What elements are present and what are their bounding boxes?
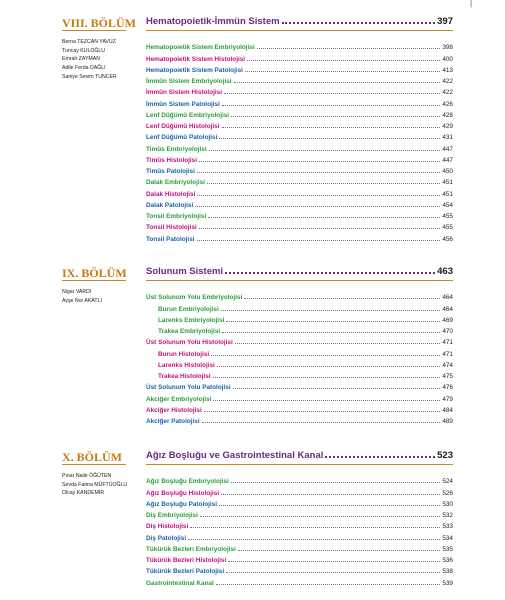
leader-dots <box>231 116 440 117</box>
toc-entry[interactable] <box>146 391 453 402</box>
entry-title: Larenks Histolojisi <box>158 361 215 369</box>
entry-list <box>146 474 453 587</box>
entry-title: Timüs Histolojisi <box>146 156 198 164</box>
leader-dots <box>228 561 440 562</box>
entry-title: Burun Embriyolojisi <box>158 305 219 313</box>
leader-dots <box>233 388 441 389</box>
entry-page: 426 <box>442 100 453 108</box>
entry-title: Lenf Düğümü Patolojisi <box>146 134 218 142</box>
entry-title: Hematopoietik Sistem Histolojisi <box>146 55 246 63</box>
leader-dots <box>207 183 440 184</box>
entry-page: 539 <box>442 579 453 587</box>
leader-dots <box>325 456 435 458</box>
toc-entry[interactable] <box>146 164 453 175</box>
leader-dots <box>217 366 441 367</box>
section-title: Ağız Boşluğu ve Gastrointestinal Kanal <box>146 450 324 461</box>
entry-title: Larenks Embriyolojisi <box>158 316 225 324</box>
toc-entry[interactable] <box>146 530 453 541</box>
entry-title: Gastrointestinal Kanal <box>146 579 214 587</box>
leader-dots <box>245 71 440 72</box>
section-page: 463 <box>437 266 453 277</box>
toc-entry[interactable] <box>146 290 453 301</box>
entry-title: Hematopoietik Sistem Patolojisi <box>146 66 243 74</box>
page-corner-mark: | <box>470 0 473 8</box>
entry-page: 454 <box>442 201 453 209</box>
leader-dots <box>190 527 440 528</box>
leader-dots <box>224 93 440 94</box>
section-title-row[interactable] <box>146 16 453 27</box>
toc-entry[interactable] <box>146 74 453 85</box>
entry-title: Akciğer Histolojisi <box>146 406 202 414</box>
toc-entry[interactable] <box>146 175 453 186</box>
entry-list <box>146 290 453 425</box>
toc-entry[interactable] <box>146 403 453 414</box>
leader-dots <box>208 217 440 218</box>
entry-page: 526 <box>442 489 453 497</box>
entry-page: 524 <box>442 478 453 486</box>
toc-entry[interactable] <box>146 380 453 391</box>
entry-page: 530 <box>442 500 453 508</box>
leader-dots <box>235 343 441 344</box>
entry-page: 398 <box>442 44 453 52</box>
entry-page: 474 <box>442 361 453 369</box>
leader-dots <box>219 505 440 506</box>
entry-page: 484 <box>442 406 453 414</box>
entry-title: Üst Solunum Yolu Patolojisi <box>146 384 231 392</box>
toc-entry[interactable] <box>146 564 453 575</box>
leader-dots <box>222 105 440 106</box>
author-name: Nigar VARDI <box>62 289 92 295</box>
toc-entry[interactable] <box>146 485 453 496</box>
entry-page: 428 <box>442 111 453 119</box>
leader-dots <box>197 240 441 241</box>
entry-page: 456 <box>442 235 453 243</box>
section-rule-right <box>146 280 453 281</box>
entry-page: 450 <box>442 168 453 175</box>
toc-entry[interactable] <box>146 198 453 209</box>
toc-entry[interactable] <box>146 130 453 141</box>
entry-title: Üst Solunum Yolu Histolojisi <box>146 339 233 347</box>
leader-dots <box>213 377 441 378</box>
toc-entry[interactable] <box>146 119 453 130</box>
author-name: Adile Ferda DAĞLI <box>62 65 106 72</box>
toc-entry[interactable] <box>146 497 453 508</box>
entry-list <box>146 40 453 243</box>
author-name: Ayşe Nur AKATLI <box>62 297 102 304</box>
leader-dots <box>282 22 436 24</box>
toc-entry[interactable] <box>146 40 453 51</box>
toc-entry[interactable] <box>146 231 453 242</box>
section-label: VIII. BÖLÜM <box>62 16 137 30</box>
entry-title: Timüs Patolojisi <box>146 168 195 175</box>
leader-dots <box>257 48 441 49</box>
toc-entry[interactable] <box>146 346 453 357</box>
section-rule-right <box>146 30 453 31</box>
entry-page: 479 <box>442 395 453 403</box>
entry-page: 471 <box>442 339 453 347</box>
toc-entry[interactable] <box>146 301 453 312</box>
entry-title: Ağız Boşluğu Embriyolojisi <box>146 478 229 486</box>
entry-page: 413 <box>442 66 453 74</box>
section-rule-left <box>62 30 126 31</box>
entry-title: Diş Embriyolojisi <box>146 512 198 519</box>
author-name: Berna TEZCAN YAVUZ <box>62 39 116 45</box>
entry-page: 447 <box>442 156 453 164</box>
leader-dots <box>197 172 440 173</box>
toc-entry[interactable] <box>146 335 453 346</box>
entry-page: 400 <box>442 55 453 63</box>
leader-dots <box>234 82 441 83</box>
entry-page: 471 <box>442 350 453 358</box>
toc-entry[interactable] <box>146 209 453 220</box>
entry-title: Lenf Düğümü Histolojisi <box>146 123 220 130</box>
toc-entry[interactable] <box>146 369 453 380</box>
entry-title: Akciğer Embriyolojisi <box>146 395 212 403</box>
entry-title: Diş Histolojisi <box>146 523 189 531</box>
entry-title: Dalak Histolojisi <box>146 190 196 198</box>
leader-dots <box>247 60 440 61</box>
leader-dots <box>188 539 440 540</box>
entry-title: Ağız Boşluğu Patolojisi <box>146 500 218 508</box>
entry-title: Trakea Histolojisi <box>158 373 211 380</box>
toc-entry[interactable] <box>146 519 453 530</box>
entry-page: 533 <box>442 523 453 531</box>
author-name: Emrah ZAYMAN <box>62 56 100 63</box>
toc-entry[interactable] <box>146 542 453 553</box>
entry-title: Tonsil Patolojisi <box>146 235 195 243</box>
section-rule-left <box>62 464 126 465</box>
toc-entry[interactable] <box>146 153 453 164</box>
entry-page: 464 <box>442 305 453 313</box>
entry-page: 422 <box>442 89 453 97</box>
toc-entry[interactable] <box>146 474 453 485</box>
toc-entry[interactable] <box>146 186 453 197</box>
leader-dots <box>204 411 441 412</box>
toc-entry[interactable] <box>146 108 453 119</box>
toc-entry[interactable] <box>146 313 453 324</box>
entry-title: Hematopoietik Sistem Embriyolojisi <box>146 44 255 52</box>
entry-page: 534 <box>442 534 453 542</box>
toc-entry[interactable] <box>146 508 453 519</box>
entry-title: İmmün Sistem Embriyolojisi <box>146 78 232 85</box>
toc-entry[interactable] <box>146 220 453 231</box>
author-name: Saniye Sevim TUNCER <box>62 73 117 80</box>
entry-title: İmmün Sistem Histolojisi <box>146 89 222 97</box>
section-title-row[interactable] <box>146 266 453 277</box>
entry-title: Akciğer Patolojisi <box>146 418 200 425</box>
toc-entry[interactable] <box>146 96 453 107</box>
entry-page: 538 <box>442 568 453 576</box>
entry-page: 489 <box>442 418 453 425</box>
leader-dots <box>199 228 441 229</box>
entry-page: 422 <box>442 78 453 85</box>
entry-page: 464 <box>442 294 453 302</box>
leader-dots <box>238 550 440 551</box>
leader-dots <box>221 494 440 495</box>
leader-dots <box>195 206 440 207</box>
leader-dots <box>197 195 440 196</box>
leader-dots <box>226 572 440 573</box>
entry-title: Trakea Embriyolojisi <box>158 328 221 335</box>
leader-dots <box>222 127 441 128</box>
leader-dots <box>202 422 441 423</box>
entry-page: 431 <box>442 134 453 142</box>
toc-entry[interactable] <box>146 141 453 152</box>
entry-title: Diş Patolojisi <box>146 534 187 542</box>
entry-title: İmmün Sistem Patolojisi <box>146 100 220 108</box>
leader-dots <box>231 482 441 483</box>
leader-dots <box>225 272 435 274</box>
author-name: Sevda Fatma MÜFTÜOĞLU <box>62 481 128 488</box>
entry-title: Burun Histolojisi <box>158 350 210 358</box>
toc-entry[interactable] <box>146 358 453 369</box>
author-list <box>62 288 102 305</box>
entry-page: 532 <box>442 512 453 519</box>
entry-title: Tükürük Bezleri Histolojisi <box>146 557 227 564</box>
toc-entry[interactable] <box>146 553 453 564</box>
leader-dots <box>244 298 440 299</box>
entry-title: Dalak Embriyolojisi <box>146 179 205 187</box>
section-label: IX. BÖLÜM <box>62 266 127 280</box>
author-list <box>62 472 127 498</box>
section-title: Solunum Sistemi <box>146 266 224 277</box>
leader-dots <box>209 150 441 151</box>
entry-page: 447 <box>442 145 453 153</box>
entry-title: Dalak Patolojisi <box>146 201 194 209</box>
entry-title: Tonsil Embriyolojisi <box>146 213 207 220</box>
entry-title: Tükürük Bezleri Patolojisi <box>146 568 225 576</box>
entry-page: 455 <box>442 213 453 220</box>
entry-page: 451 <box>442 179 453 187</box>
section-title-row[interactable] <box>146 450 453 461</box>
leader-dots <box>222 332 440 333</box>
toc-entry[interactable] <box>146 324 453 335</box>
toc-entry[interactable] <box>146 575 453 586</box>
toc-entry[interactable] <box>146 63 453 74</box>
section-title: Hematopoietik-İmmün Sistem <box>146 16 280 27</box>
entry-title: Üst Solunum Yolu Embriyolojisi <box>146 294 243 302</box>
section-label: X. BÖLÜM <box>62 450 122 464</box>
entry-page: 536 <box>442 557 453 564</box>
section-rule-right <box>146 464 453 465</box>
leader-dots <box>221 310 441 311</box>
leader-dots <box>211 355 440 356</box>
entry-page: 470 <box>442 328 453 335</box>
entry-page: 429 <box>442 123 453 130</box>
section-rule-left <box>62 280 126 281</box>
entry-page: 476 <box>442 384 453 392</box>
entry-title: Tonsil Histolojisi <box>146 224 197 232</box>
entry-page: 535 <box>442 545 453 553</box>
author-list <box>62 38 117 82</box>
toc-entry[interactable] <box>146 51 453 62</box>
leader-dots <box>226 321 440 322</box>
toc-entry[interactable] <box>146 85 453 96</box>
author-name: Olcay KANDEMİR <box>62 490 105 497</box>
entry-page: 475 <box>442 373 453 380</box>
leader-dots <box>219 138 440 139</box>
entry-title: Timüs Embriyolojisi <box>146 145 207 153</box>
entry-title: Tükürük Bezleri Embriyolojisi <box>146 545 236 553</box>
section-page: 523 <box>437 450 453 461</box>
entry-title: Lenf Düğümü Embriyolojisi <box>146 111 230 119</box>
entry-page: 451 <box>442 190 453 198</box>
author-name: Tuncay KULOĞLU <box>62 47 106 54</box>
leader-dots <box>199 161 440 162</box>
entry-page: 455 <box>442 224 453 232</box>
entry-page: 469 <box>442 316 453 324</box>
leader-dots <box>200 516 440 517</box>
author-name: Pınar Naile ÖĞÜTEN <box>62 473 112 479</box>
leader-dots <box>213 400 440 401</box>
entry-title: Ağız Boşluğu Histolojisi <box>146 489 220 497</box>
section-page: 397 <box>437 16 453 27</box>
leader-dots <box>216 584 440 585</box>
toc-entry[interactable] <box>146 414 453 425</box>
